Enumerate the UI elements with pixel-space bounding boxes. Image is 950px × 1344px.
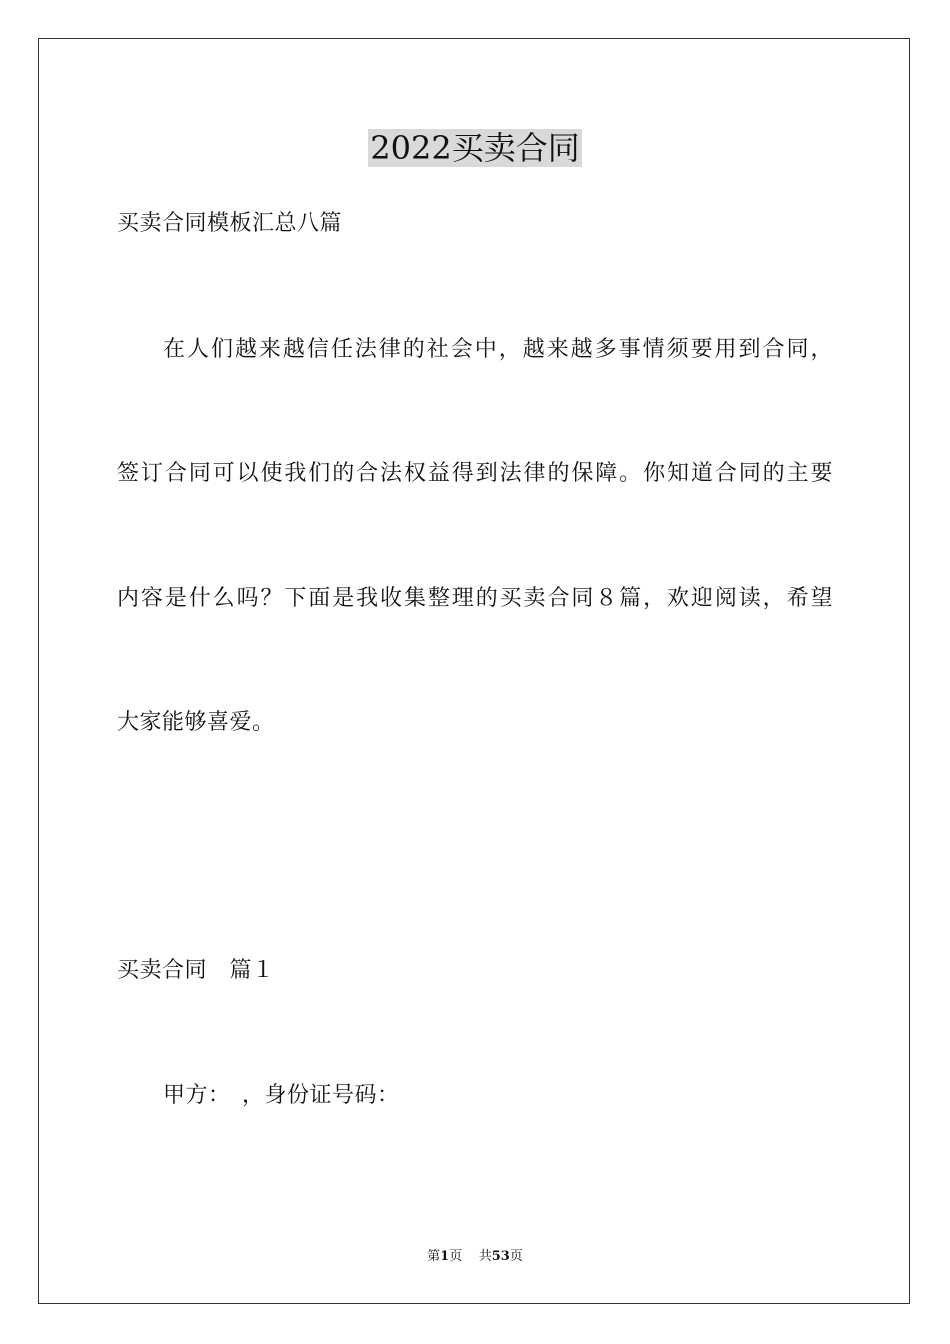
footer-total-suffix: 页 (509, 1249, 523, 1264)
section-heading: 买卖合同 篇１ (117, 958, 275, 983)
footer-total-pages: 53 (491, 1249, 510, 1264)
footer-page-number: 1 (440, 1249, 450, 1264)
document-subtitle: 买卖合同模板汇总八篇 (117, 211, 343, 236)
intro-paragraph-line-4: 大家能够喜爱。 (117, 710, 275, 735)
intro-paragraph-line-2: 签订合同可以使我们的合法权益得到法律的保障。你知道合同的主要 (117, 461, 833, 486)
party-a-line: 甲方： ，身份证号码： (163, 1083, 400, 1108)
page-footer (0, 1248, 950, 1266)
footer-page-suffix: 页 (449, 1249, 463, 1264)
document-title (0, 126, 950, 170)
document-title-text: 2022买卖合同 (370, 129, 580, 167)
footer-total-prefix: 共 (478, 1249, 492, 1264)
intro-paragraph-line-3: 内容是什么吗？下面是我收集整理的买卖合同８篇，欢迎阅读，希望 (117, 586, 833, 611)
intro-paragraph-line-1: 在人们越来越信任法律的社会中，越来越多事情须要用到合同， (163, 337, 833, 362)
footer-prefix: 第 (427, 1249, 441, 1264)
